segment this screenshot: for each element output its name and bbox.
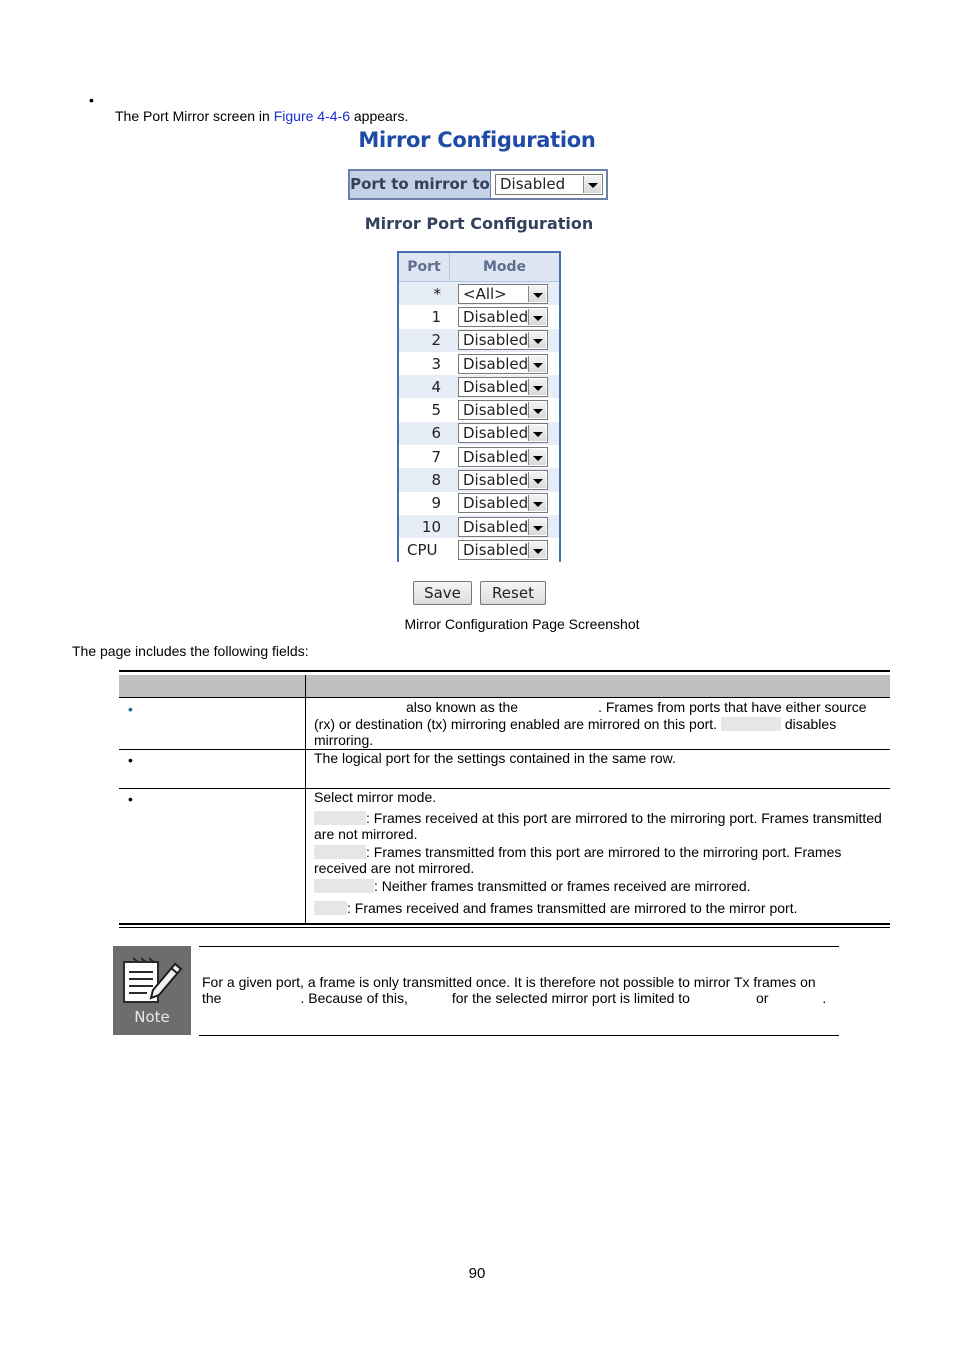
note-line-1: For a given port, a frame is only transmitted once. It is therefore not possible to mirror Tx frames on [202, 974, 816, 990]
port-cell: 3 [431, 354, 441, 373]
mode-select[interactable] [458, 423, 548, 443]
table-row [399, 352, 559, 375]
note-bottom-rule [199, 1035, 839, 1036]
mode-disabled: : Neither frames transmitted or frames received are mirrored. [314, 878, 886, 895]
chevron-down-icon[interactable] [528, 402, 546, 418]
mode-value: Disabled [463, 447, 529, 466]
mode-enabled: : Frames received and frames transmitted are mirrored to the mirror port. [314, 900, 886, 917]
param-desc-mode [314, 789, 886, 917]
chevron-down-icon[interactable] [528, 332, 546, 348]
table-bottom-rule [119, 927, 890, 928]
bullet-marker: • [128, 752, 133, 768]
mirror-port-table [397, 251, 561, 562]
note-top-rule [199, 946, 839, 947]
port-cell: 9 [431, 494, 441, 513]
mode-value: Disabled [463, 494, 529, 513]
column-header-mode: Mode [482, 259, 527, 275]
mode-value: Disabled [463, 377, 529, 396]
port-to-mirror-label: Port to mirror to [350, 171, 491, 198]
table-header-bar [119, 675, 890, 698]
mode-cell [449, 330, 559, 350]
table-row [399, 468, 559, 491]
mode-cell [449, 447, 559, 467]
page-number: 90 [468, 1265, 486, 1282]
port-cell: * [433, 284, 441, 303]
table-bottom-rule [119, 923, 890, 925]
port-to-mirror-box [348, 169, 608, 200]
param-desc-part: . Frames from ports that have either source (rx) or destination (tx) mirroring enabled are mirrored on this port. [314, 699, 867, 732]
note-text [202, 974, 842, 1006]
mode-value: Disabled [463, 307, 529, 326]
column-divider [305, 675, 306, 925]
mode-cell [449, 423, 559, 443]
mode-cell [449, 307, 559, 327]
table-row [399, 445, 559, 468]
table-row [399, 398, 559, 421]
mode-cell [449, 354, 559, 374]
mode-select[interactable] [458, 470, 548, 490]
intro-sentence [115, 108, 408, 124]
mode-select[interactable] [458, 330, 548, 350]
mode-select[interactable] [458, 493, 548, 513]
port-cell: 10 [421, 517, 441, 536]
chevron-down-icon[interactable] [528, 472, 546, 488]
port-to-mirror-select[interactable] [495, 174, 603, 195]
note-icon [113, 946, 191, 1035]
mode-intro: Select mirror mode. [314, 789, 437, 805]
chevron-down-icon[interactable] [528, 379, 546, 395]
fields-intro: The page includes the following fields: [72, 643, 309, 659]
note-line-2: the . Because of this, for the selected mirror port is limited to or . [202, 990, 827, 1006]
bullet-marker: • [89, 92, 94, 108]
column-header-port: Port [399, 253, 450, 281]
notepad-pencil-icon [113, 946, 191, 1006]
table-body [399, 282, 559, 562]
chevron-down-icon[interactable] [528, 286, 546, 302]
table-row [399, 329, 559, 352]
table-row [399, 282, 559, 305]
mode-select[interactable] [458, 354, 548, 374]
port-cell: 8 [431, 471, 441, 490]
chevron-down-icon[interactable] [528, 495, 546, 511]
mode-cell [449, 284, 559, 304]
figure-link[interactable]: Figure 4-4-6 [273, 108, 350, 124]
param-desc-part: disables mirroring. [314, 715, 837, 748]
mode-value: Disabled [463, 540, 529, 559]
mode-select[interactable] [458, 517, 548, 537]
table-row [399, 538, 559, 561]
mode-cell [449, 540, 559, 560]
mode-value: Disabled [463, 331, 529, 350]
table-header [399, 253, 559, 282]
bullet-marker: • [128, 701, 133, 717]
chevron-down-icon[interactable] [528, 356, 546, 372]
intro-text-after: appears. [349, 108, 409, 124]
param-desc-part: also known as the [406, 699, 519, 715]
mode-cell [449, 517, 559, 537]
table-top-rule [119, 670, 890, 672]
table-row [399, 305, 559, 328]
param-desc-port: The logical port for the settings contained in the same row. [314, 750, 676, 766]
port-cell: 7 [431, 447, 441, 466]
mode-cell [449, 377, 559, 397]
intro-text-before: The Port Mirror screen in [115, 108, 274, 124]
bullet-marker: • [128, 791, 133, 807]
mode-select[interactable] [458, 284, 548, 304]
port-to-mirror-value: Disabled [500, 175, 566, 193]
port-cell: 2 [431, 331, 441, 350]
param-desc-port-to-mirror [314, 699, 886, 749]
table-row [399, 375, 559, 398]
mode-cell [449, 493, 559, 513]
chevron-down-icon[interactable] [528, 542, 546, 558]
mode-value: <All> [463, 284, 507, 303]
mode-value: Disabled [463, 471, 529, 490]
mode-value: Disabled [463, 424, 529, 443]
mode-select[interactable] [458, 400, 548, 420]
mode-cell [449, 400, 559, 420]
mode-value: Disabled [463, 401, 529, 420]
figure-caption: Mirror Configuration Page Screenshot [404, 616, 640, 632]
table-row [399, 492, 559, 515]
chevron-down-icon[interactable] [528, 519, 546, 535]
chevron-down-icon[interactable] [528, 425, 546, 441]
mirror-port-configuration-title: Mirror Port Configuration [364, 214, 594, 233]
port-cell: 5 [431, 401, 441, 420]
table-row [399, 422, 559, 445]
mode-cell [449, 470, 559, 490]
port-cell: 6 [431, 424, 441, 443]
mode-select[interactable] [458, 377, 548, 397]
mode-select[interactable] [458, 540, 548, 560]
mode-value: Disabled [463, 354, 529, 373]
chevron-down-icon[interactable] [528, 449, 546, 465]
mirror-configuration-title: Mirror Configuration [358, 128, 596, 152]
table-row [399, 515, 559, 538]
chevron-down-icon[interactable] [583, 176, 601, 193]
mode-select[interactable] [458, 447, 548, 467]
save-button[interactable]: Save [413, 581, 472, 605]
port-cell: CPU [407, 540, 438, 559]
parameter-table [119, 670, 890, 928]
port-cell: 4 [431, 377, 441, 396]
mode-select[interactable] [458, 307, 548, 327]
mode-value: Disabled [463, 517, 529, 536]
note-label: Note [134, 1008, 170, 1026]
mode-tx-only: : Frames transmitted from this port are mirrored to the mirroring port. Frames received are not mirrored. [314, 843, 842, 876]
port-cell: 1 [431, 307, 441, 326]
chevron-down-icon[interactable] [528, 309, 546, 325]
reset-button[interactable]: Reset [480, 581, 546, 605]
mode-rx-only: : Frames received at this port are mirrored to the mirroring port. Frames transmitted are not mirrored. [314, 809, 882, 842]
